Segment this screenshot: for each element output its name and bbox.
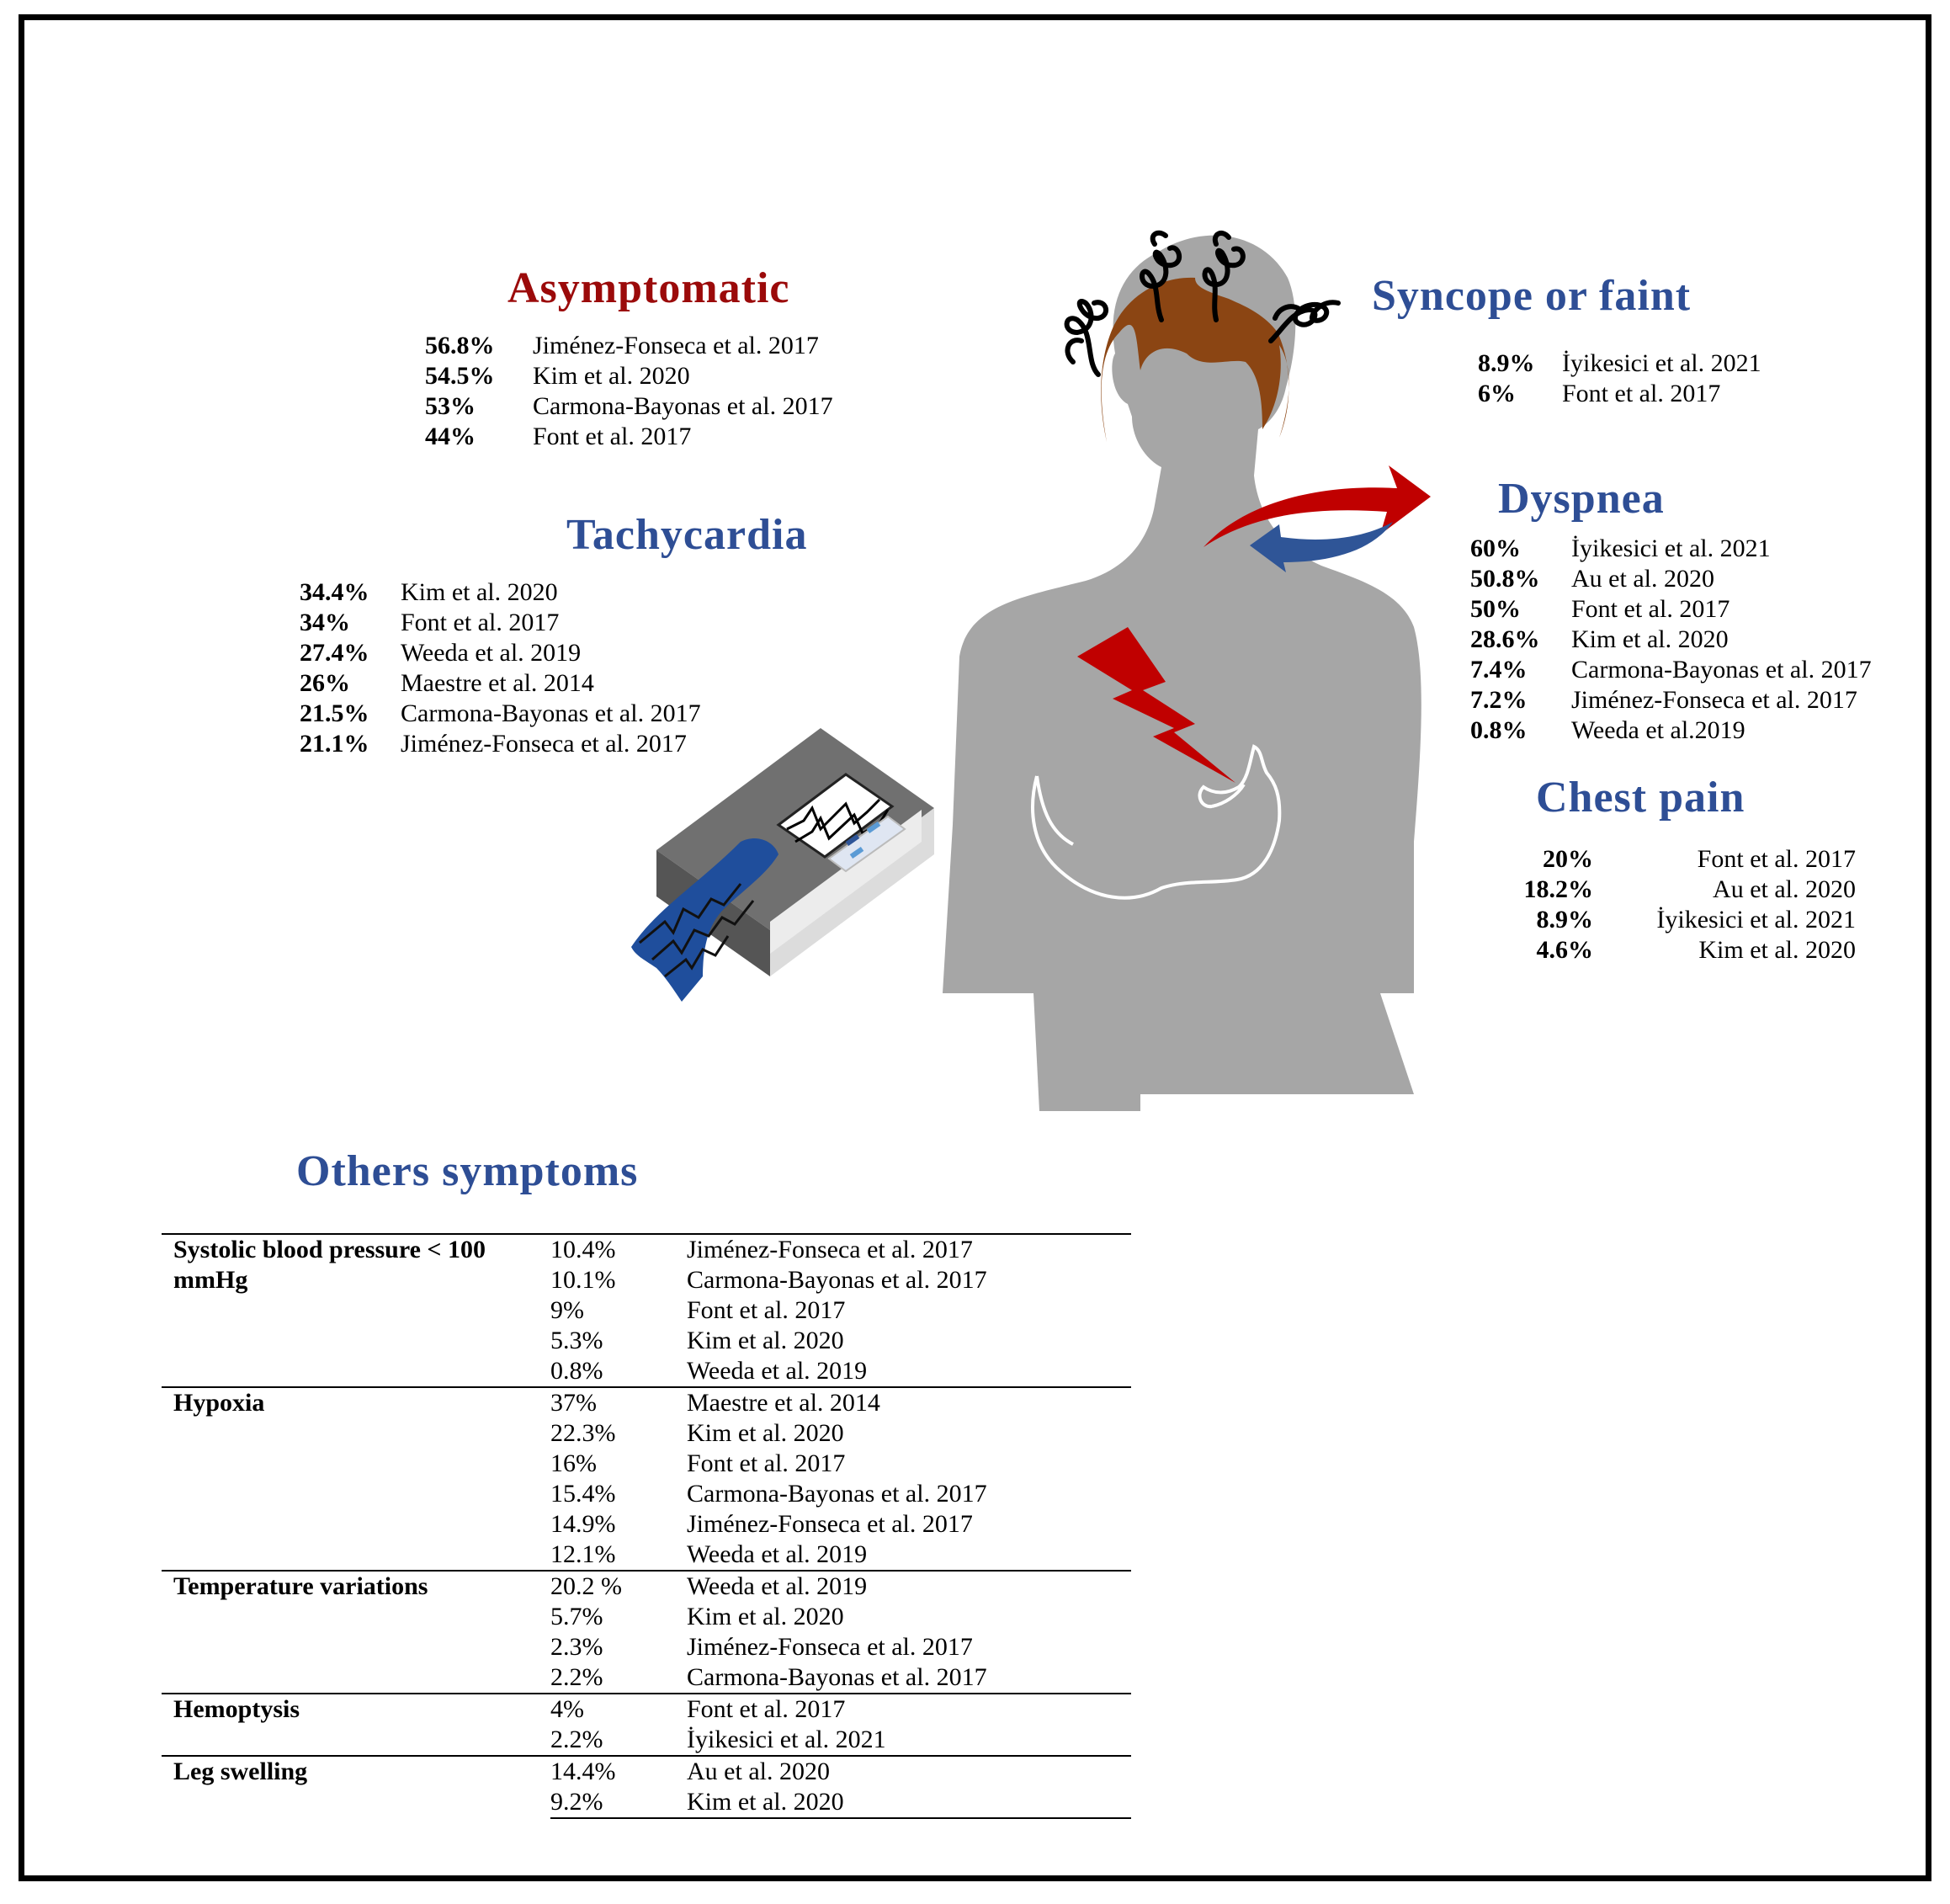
list-item: 6% Font et al. 2017 xyxy=(1478,380,1721,407)
list-item: 27.4% Weeda et al. 2019 xyxy=(300,639,582,667)
list-item: 34% Font et al. 2017 xyxy=(300,609,560,636)
symptom-label: Systolic blood pressure < 100 mmHg xyxy=(162,1234,550,1387)
table-row: 5.3% Kim et al. 2020 xyxy=(550,1327,844,1354)
table-row: 2.2% Carmona-Bayonas et al. 2017 xyxy=(550,1663,987,1691)
list-item: 8.9% İyikesici et al. 2021 xyxy=(1478,349,1761,377)
ecg-machine xyxy=(631,728,934,1002)
table-row: Temperature variations 20.2 % Weeda et al. 2019 xyxy=(162,1571,1131,1602)
table-row: 0.8% Weeda et al. 2019 xyxy=(550,1357,868,1385)
asymptomatic-title: Asymptomatic xyxy=(507,264,790,312)
list-item: 4.6% Kim et al. 2020 xyxy=(1536,936,1856,964)
symptom-label: Hypoxia xyxy=(162,1387,550,1571)
list-item: 53% Carmona-Bayonas et al. 2017 xyxy=(425,392,833,420)
list-item: 54.5% Kim et al. 2020 xyxy=(425,362,690,390)
list-item: 50.8% Au et al. 2020 xyxy=(1470,565,1714,593)
list-item: 44% Font et al. 2017 xyxy=(425,423,692,450)
symptom-label: Leg swelling xyxy=(162,1756,550,1818)
table-row: 2.2% İyikesici et al. 2021 xyxy=(550,1726,886,1753)
tachycardia-title: Tachycardia xyxy=(566,511,808,559)
list-item: 26% Maestre et al. 2014 xyxy=(300,669,594,697)
list-item: 56.8% Jiménez-Fonseca et al. 2017 xyxy=(425,332,819,359)
syncope-list xyxy=(1478,348,1815,409)
syncope-title: Syncope or faint xyxy=(1372,272,1692,320)
list-item: 8.9% İyikesici et al. 2021 xyxy=(1536,906,1856,933)
table-row: 9% Font et al. 2017 xyxy=(550,1296,846,1324)
table-row: 16% Font et al. 2017 xyxy=(550,1449,846,1477)
table-row: Systolic blood pressure < 100 mmHg 10.4% Jiménez-Fonseca et al. 2017 xyxy=(162,1234,1131,1265)
list-item: 50% Font et al. 2017 xyxy=(1470,595,1730,623)
asymptomatic-list xyxy=(425,331,896,452)
list-item: 60% İyikesici et al. 2021 xyxy=(1470,535,1771,562)
list-item: 21.5% Carmona-Bayonas et al. 2017 xyxy=(300,699,701,727)
dyspnea-list xyxy=(1470,534,1908,746)
table-row: 5.7% Kim et al. 2020 xyxy=(550,1603,844,1630)
table-row: Leg swelling 14.4% Au et al. 2020 xyxy=(162,1756,1131,1787)
table-row: Hypoxia 37% Maestre et al. 2014 xyxy=(162,1387,1131,1418)
table-row: 2.3% Jiménez-Fonseca et al. 2017 xyxy=(550,1633,973,1661)
symptom-label: Hemoptysis xyxy=(162,1694,550,1756)
tachycardia-list xyxy=(300,577,771,759)
table-row: 22.3% Kim et al. 2020 xyxy=(550,1419,844,1447)
others-title: Others symptoms xyxy=(296,1147,639,1195)
chest-pain-list xyxy=(1502,844,1856,965)
person-silhouette xyxy=(943,236,1421,1111)
list-item: 34.4% Kim et al. 2020 xyxy=(300,578,558,606)
list-item: 21.1% Jiménez-Fonseca et al. 2017 xyxy=(300,730,687,758)
list-item: 18.2% Au et al. 2020 xyxy=(1523,875,1856,903)
list-item: 20% Font et al. 2017 xyxy=(1543,845,1856,873)
table-row: 10.1% Carmona-Bayonas et al. 2017 xyxy=(550,1266,987,1294)
chest-pain-title: Chest pain xyxy=(1536,774,1745,822)
dyspnea-title: Dyspnea xyxy=(1498,475,1665,523)
list-item: 0.8% Weeda et al.2019 xyxy=(1470,716,1745,744)
table-row: Hemoptysis 4% Font et al. 2017 xyxy=(162,1694,1131,1725)
table-row: 14.9% Jiménez-Fonseca et al. 2017 xyxy=(550,1510,973,1538)
table-row: 12.1% Weeda et al. 2019 xyxy=(550,1540,868,1568)
list-item: 7.2% Jiménez-Fonseca et al. 2017 xyxy=(1470,686,1857,714)
symptom-label: Temperature variations xyxy=(162,1571,550,1694)
table-row: 9.2% Kim et al. 2020 xyxy=(162,1787,1131,1818)
table-row: 15.4% Carmona-Bayonas et al. 2017 xyxy=(550,1480,987,1508)
list-item: 28.6% Kim et al. 2020 xyxy=(1470,625,1729,653)
others-table xyxy=(162,1233,1131,1819)
list-item: 7.4% Carmona-Bayonas et al. 2017 xyxy=(1470,656,1872,683)
